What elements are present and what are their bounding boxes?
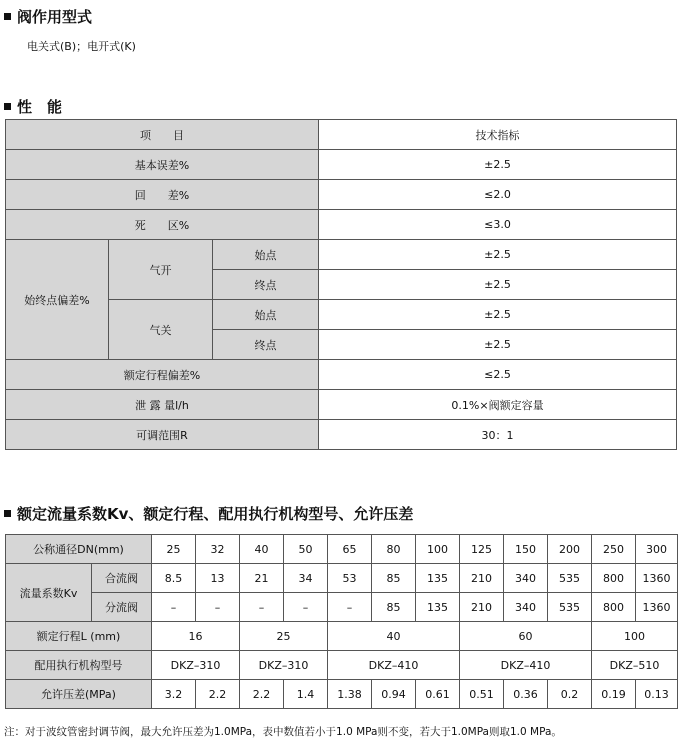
actuator-cell: DKZ–310 [240,651,328,680]
dn-cell: 125 [460,535,504,564]
square-bullet-icon [4,103,11,110]
table-row [6,680,678,709]
kv-cell: 21 [240,564,284,593]
kv-cell: 535 [548,564,592,593]
kv-cell: 85 [372,593,416,622]
pressure-cell: 1.4 [284,680,328,709]
valve-action-text: 电关式(B)；电开式(K) [27,40,136,53]
pressure-cell: 0.61 [416,680,460,709]
kv-cell: 800 [592,564,636,593]
pressure-cell: 0.94 [372,680,416,709]
section-title-text: 额定流量系数Kv、额定行程、配用执行机构型号、允许压差 [17,505,414,523]
dn-label: 公称通径DN(mm) [6,535,152,564]
dn-cell: 150 [504,535,548,564]
row-label: 额定行程偏差% [6,360,319,390]
row-value: ±2.5 [319,150,677,180]
row-value: ≤3.0 [319,210,677,240]
table-row [6,120,677,150]
kv-cell: 340 [504,564,548,593]
pressure-cell: 2.2 [196,680,240,709]
table-row [6,390,677,420]
actuator-cell: DKZ–310 [152,651,240,680]
travel-cell: 40 [328,622,460,651]
row-value: 30：1 [319,420,677,450]
actuator-label: 配用执行机构型号 [6,651,152,680]
row-label: 泄 露 量l/h [6,390,319,420]
split-label: 分流阀 [92,593,152,622]
travel-cell: 25 [240,622,328,651]
flow-table [5,534,678,709]
actuator-cell: DKZ–510 [592,651,678,680]
square-bullet-icon [4,13,11,20]
pressure-cell: 1.38 [328,680,372,709]
row-value: ≤2.5 [319,360,677,390]
row-label: 基本误差% [6,150,319,180]
section-title-text: 性 能 [17,98,63,116]
sub-label: 终点 [213,330,319,360]
table-row [6,360,677,390]
row-value: ±2.5 [319,330,677,360]
square-bullet-icon [4,510,11,517]
dn-cell: 250 [592,535,636,564]
dn-cell: 25 [152,535,196,564]
table-row [6,210,677,240]
row-value: 0.1%×阀额定容量 [319,390,677,420]
travel-label: 额定行程L (mm) [6,622,152,651]
pressure-cell: 0.2 [548,680,592,709]
travel-cell: 60 [460,622,592,651]
kv-cell: 210 [460,593,504,622]
kv-cell: 800 [592,593,636,622]
pressure-cell: 0.51 [460,680,504,709]
kv-cell: 135 [416,564,460,593]
kv-cell: 13 [196,564,240,593]
dn-cell: 200 [548,535,592,564]
kv-cell: 34 [284,564,328,593]
performance-table [5,119,677,450]
kv-cell: – [328,593,372,622]
table-row [6,651,678,680]
table-row [6,593,678,622]
kv-cell: 340 [504,593,548,622]
row-label: 可调范围R [6,420,319,450]
table-row [6,622,678,651]
kv-cell: 535 [548,593,592,622]
kv-cell: 135 [416,593,460,622]
kv-cell: – [196,593,240,622]
actuator-cell: DKZ–410 [460,651,592,680]
table-row [6,180,677,210]
table-row [6,564,678,593]
kv-cell: – [284,593,328,622]
header-spec: 技术指标 [319,120,677,150]
section-title-text: 阀作用型式 [17,8,93,26]
footnote: 注：对于波纹管密封调节阀，最大允许压差为1.0MPa，表中数值若小于1.0 MPa则不变，若大于1.0MPa则取1.0 MPa。 [4,726,562,738]
kv-cell: 1360 [636,564,678,593]
sub-label: 终点 [213,270,319,300]
sub-label: 气关 [109,300,213,360]
pressure-label: 允许压差(MPa) [6,680,152,709]
sub-label: 始点 [213,300,319,330]
dn-cell: 80 [372,535,416,564]
kv-label: 流量系数Kv [6,564,92,622]
kv-cell: – [240,593,284,622]
kv-cell: 8.5 [152,564,196,593]
row-value: ±2.5 [319,300,677,330]
row-value: ±2.5 [319,240,677,270]
row-value: ≤2.0 [319,180,677,210]
dn-cell: 50 [284,535,328,564]
kv-cell: 53 [328,564,372,593]
table-row [6,420,677,450]
kv-cell: 210 [460,564,504,593]
dn-cell: 300 [636,535,678,564]
section-title-performance [4,96,62,117]
pressure-cell: 2.2 [240,680,284,709]
combine-label: 合流阀 [92,564,152,593]
row-label: 始终点偏差% [6,240,109,360]
dn-cell: 40 [240,535,284,564]
kv-cell: 85 [372,564,416,593]
kv-cell: 1360 [636,593,678,622]
row-value: ±2.5 [319,270,677,300]
sub-label: 气开 [109,240,213,300]
kv-cell: – [152,593,196,622]
row-label: 回 差% [6,180,319,210]
section-title-flow [4,503,413,524]
table-row [6,535,678,564]
sub-label: 始点 [213,240,319,270]
pressure-cell: 0.36 [504,680,548,709]
pressure-cell: 0.19 [592,680,636,709]
row-label: 死 区% [6,210,319,240]
dn-cell: 32 [196,535,240,564]
header-item: 项 目 [6,120,319,150]
pressure-cell: 3.2 [152,680,196,709]
pressure-cell: 0.13 [636,680,678,709]
section-title-valve-action [4,6,92,27]
table-row [6,150,677,180]
dn-cell: 100 [416,535,460,564]
actuator-cell: DKZ–410 [328,651,460,680]
dn-cell: 65 [328,535,372,564]
travel-cell: 16 [152,622,240,651]
travel-cell: 100 [592,622,678,651]
table-row [6,240,677,270]
